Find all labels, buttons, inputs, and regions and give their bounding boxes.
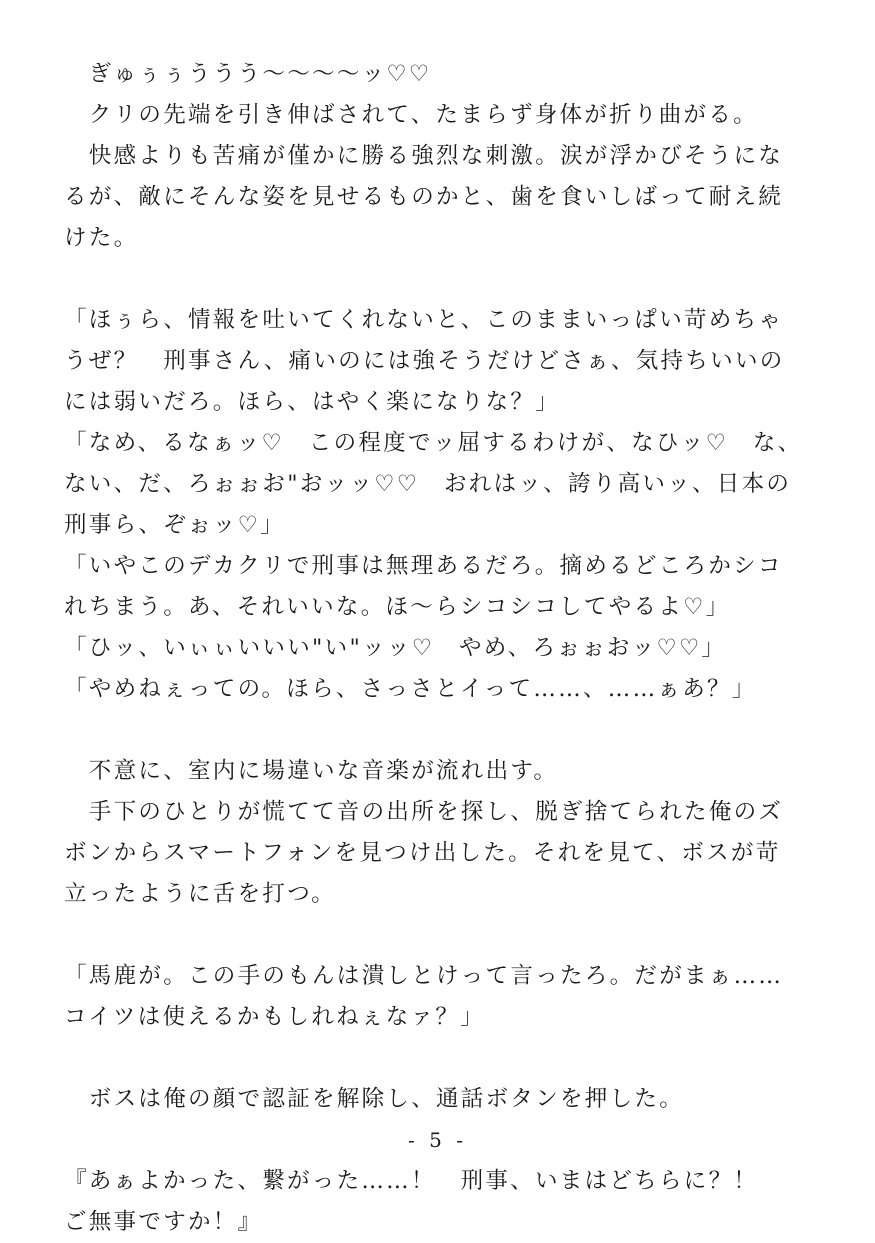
text-line: 「ひッ、いぃぃいいい"い"ッッ♡ やめ、ろぉぉおッ♡♡」 (64, 635, 727, 661)
text-line: 手下のひとりが慌てて音の出所を探し、脱ぎ捨てられた俺のズ (64, 799, 784, 825)
text-line: 「なめ、るなぁッ♡ この程度でッ屈するわけが、なひッ♡ な、 (64, 430, 803, 456)
text-line: 「やめねぇっての。ほら、さっさとイって……、……ぁあ？」 (64, 676, 757, 702)
text-line: けた。 (64, 225, 139, 251)
blank-line (64, 259, 824, 300)
text-line: ボスは俺の顔で認証を解除し、通話ボタンを押した。 (64, 1086, 685, 1112)
blank-line (64, 915, 824, 956)
text-line: 「いやこのデカクリで刑事は無理あるだろ。摘めるどころかシコ (64, 553, 783, 579)
page-number: - 5 - (408, 1128, 467, 1152)
text-line: るが、敵にそんな姿を見せるものかと、歯を食いしばって耐え続 (64, 184, 784, 210)
text-line: 不意に、室内に場違いな音楽が流れ出す。 (64, 758, 559, 784)
text-line: れちまう。あ、それいいな。ほ～らシコシコしてやるよ♡」 (64, 594, 731, 620)
body-text (64, 54, 824, 1243)
text-line: 快感よりも苦痛が僅かに勝る強烈な刺激。涙が浮かびそうにな (64, 143, 784, 169)
text-line: 「ほぅら、情報を吐いてくれないと、このままいっぱい苛めちゃ (64, 307, 784, 333)
text-line: うぜ？ 刑事さん、痛いのには強そうだけどさぁ、気持ちいいの (64, 348, 785, 374)
text-line: ボンからスマートフォンを見つけ出した。それを見て、ボスが苛 (64, 840, 781, 866)
text-line: ぎゅぅぅううう～～～～ッ♡♡ (64, 61, 432, 87)
text-line: ご無事ですか！』 (64, 1209, 263, 1235)
blank-line (64, 710, 824, 751)
text-line: ない、だ、ろぉぉお"おッッ♡♡ おれはッ、誇り高いッ、日本の (64, 471, 792, 497)
text-line: には弱いだろ。ほら、はやく楽になりな？」 (64, 389, 561, 415)
text-line: 「馬鹿が。この手のもんは潰しとけって言ったろ。だがまぁ…… (64, 963, 784, 989)
text-line: 立ったように舌を打つ。 (64, 881, 336, 907)
text-line: クリの先端を引き伸ばされて、たまらず身体が折り曲がる。 (64, 102, 758, 128)
text-line: 『あぁよかった、繋がった……！ 刑事、いまはどちらに？！ (64, 1168, 759, 1194)
blank-line (64, 1038, 824, 1079)
text-line: コイツは使えるかもしれねぇなァ？」 (64, 1004, 485, 1030)
text-line: 刑事ら、ぞぉッ♡」 (64, 512, 285, 538)
